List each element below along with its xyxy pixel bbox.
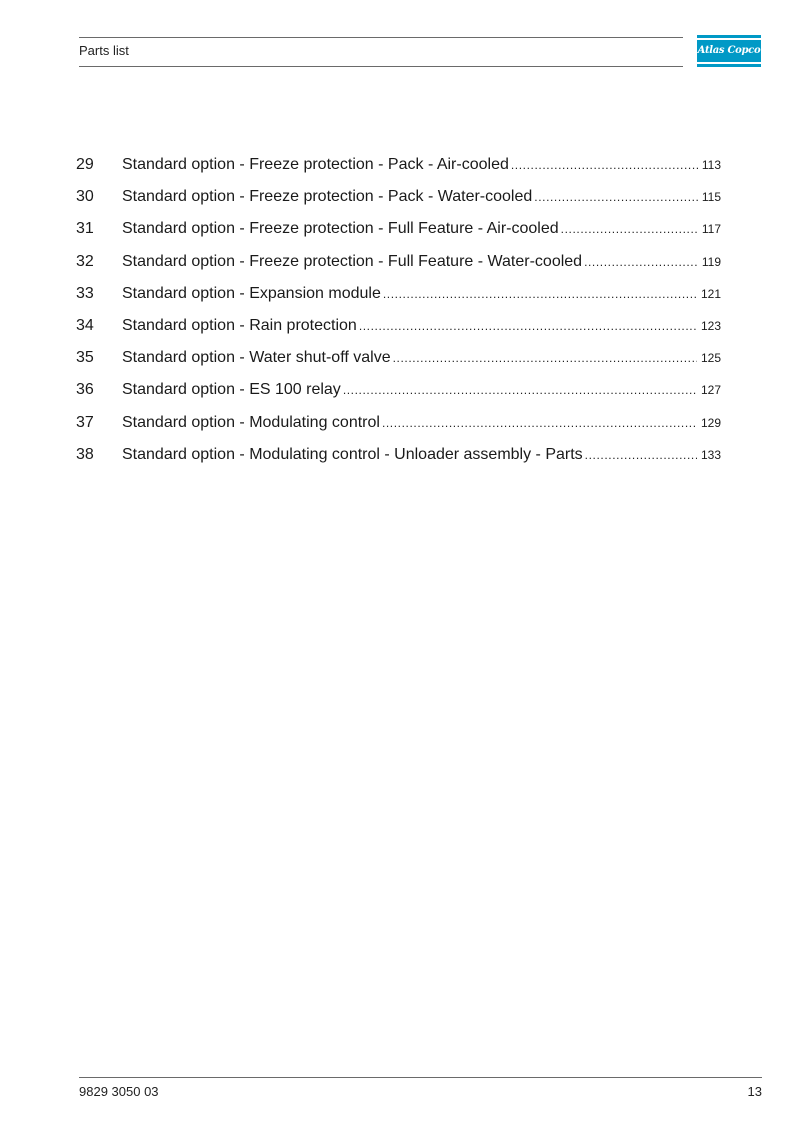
toc-entry[interactable] — [76, 376, 721, 408]
dot-leader — [534, 183, 698, 211]
toc-entry-number: 35 — [76, 349, 94, 367]
logo-bar-bottom — [697, 64, 761, 67]
table-of-contents — [76, 151, 721, 473]
toc-entry[interactable] — [76, 280, 721, 312]
toc-entry[interactable] — [76, 409, 721, 441]
toc-entry-number: 33 — [76, 284, 94, 302]
toc-entry-title[interactable]: Standard option - Modulating control - Unloader assembly - Parts — [122, 445, 583, 463]
toc-entry[interactable] — [76, 215, 721, 247]
toc-entry-number: 29 — [76, 156, 94, 173]
toc-entry-page[interactable]: 127 — [700, 383, 721, 398]
toc-entry[interactable] — [76, 312, 721, 344]
toc-entry[interactable] — [76, 441, 721, 473]
toc-entry-page[interactable]: 123 — [700, 318, 721, 333]
logo-text: Atlas Copco — [697, 40, 761, 62]
dot-leader — [382, 409, 697, 437]
toc-entry[interactable] — [76, 248, 721, 280]
toc-entry-number: 30 — [76, 188, 94, 206]
header-rule-bottom — [79, 66, 683, 67]
toc-entry-title[interactable]: Standard option - Water shut-off valve — [122, 349, 391, 367]
toc-entry-title[interactable]: Standard option - Rain protection — [122, 316, 357, 334]
toc-entry-title[interactable]: Standard option - Modulating control — [122, 413, 380, 431]
toc-entry-page[interactable]: 121 — [700, 286, 721, 301]
dot-leader — [343, 376, 697, 404]
toc-entry-title[interactable]: Standard option - Freeze protection - Pack - Water-cooled — [122, 188, 533, 206]
toc-entry-title[interactable]: Standard option - Freeze protection - Full Feature - Air-cooled — [122, 220, 559, 238]
footer-page-number: 13 — [747, 1084, 762, 1099]
toc-entry-number: 36 — [76, 381, 94, 399]
toc-entry-page[interactable]: 129 — [700, 415, 721, 430]
footer-document-number: 9829 3050 03 — [79, 1084, 159, 1099]
dot-leader — [383, 280, 697, 308]
dot-leader — [393, 344, 697, 372]
dot-leader — [585, 441, 697, 469]
header-title: Parts list — [79, 43, 129, 58]
toc-entry-title[interactable]: Standard option - Freeze protection - Full Feature - Water-cooled — [122, 252, 583, 270]
toc-entry-number: 31 — [76, 220, 94, 238]
toc-entry-page[interactable]: 113 — [701, 158, 721, 172]
atlas-copco-logo — [697, 35, 761, 68]
toc-entry-page[interactable]: 133 — [700, 447, 721, 462]
dot-leader — [561, 215, 698, 243]
toc-entry-number: 34 — [76, 316, 94, 334]
toc-entry-page[interactable]: 119 — [701, 254, 721, 269]
dot-leader — [359, 312, 697, 340]
toc-entry[interactable] — [76, 151, 721, 183]
toc-entry-number: 32 — [76, 252, 94, 270]
dot-leader — [511, 151, 698, 179]
toc-entry-number: 38 — [76, 445, 94, 463]
toc-entry-title[interactable]: Standard option - ES 100 relay — [122, 381, 341, 399]
toc-entry-page[interactable]: 117 — [701, 222, 721, 237]
footer-rule — [79, 1077, 762, 1078]
header-rule-top — [79, 37, 683, 38]
toc-entry-title[interactable]: Standard option - Expansion module — [122, 284, 381, 302]
toc-entry-page[interactable]: 125 — [700, 351, 721, 366]
logo-bar-top — [697, 35, 761, 38]
toc-entry[interactable] — [76, 183, 721, 215]
toc-entry-number: 37 — [76, 413, 94, 431]
dot-leader — [584, 248, 698, 276]
toc-entry[interactable] — [76, 344, 721, 376]
toc-entry-page[interactable]: 115 — [701, 190, 721, 205]
toc-entry-title[interactable]: Standard option - Freeze protection - Pack - Air-cooled — [122, 156, 509, 173]
